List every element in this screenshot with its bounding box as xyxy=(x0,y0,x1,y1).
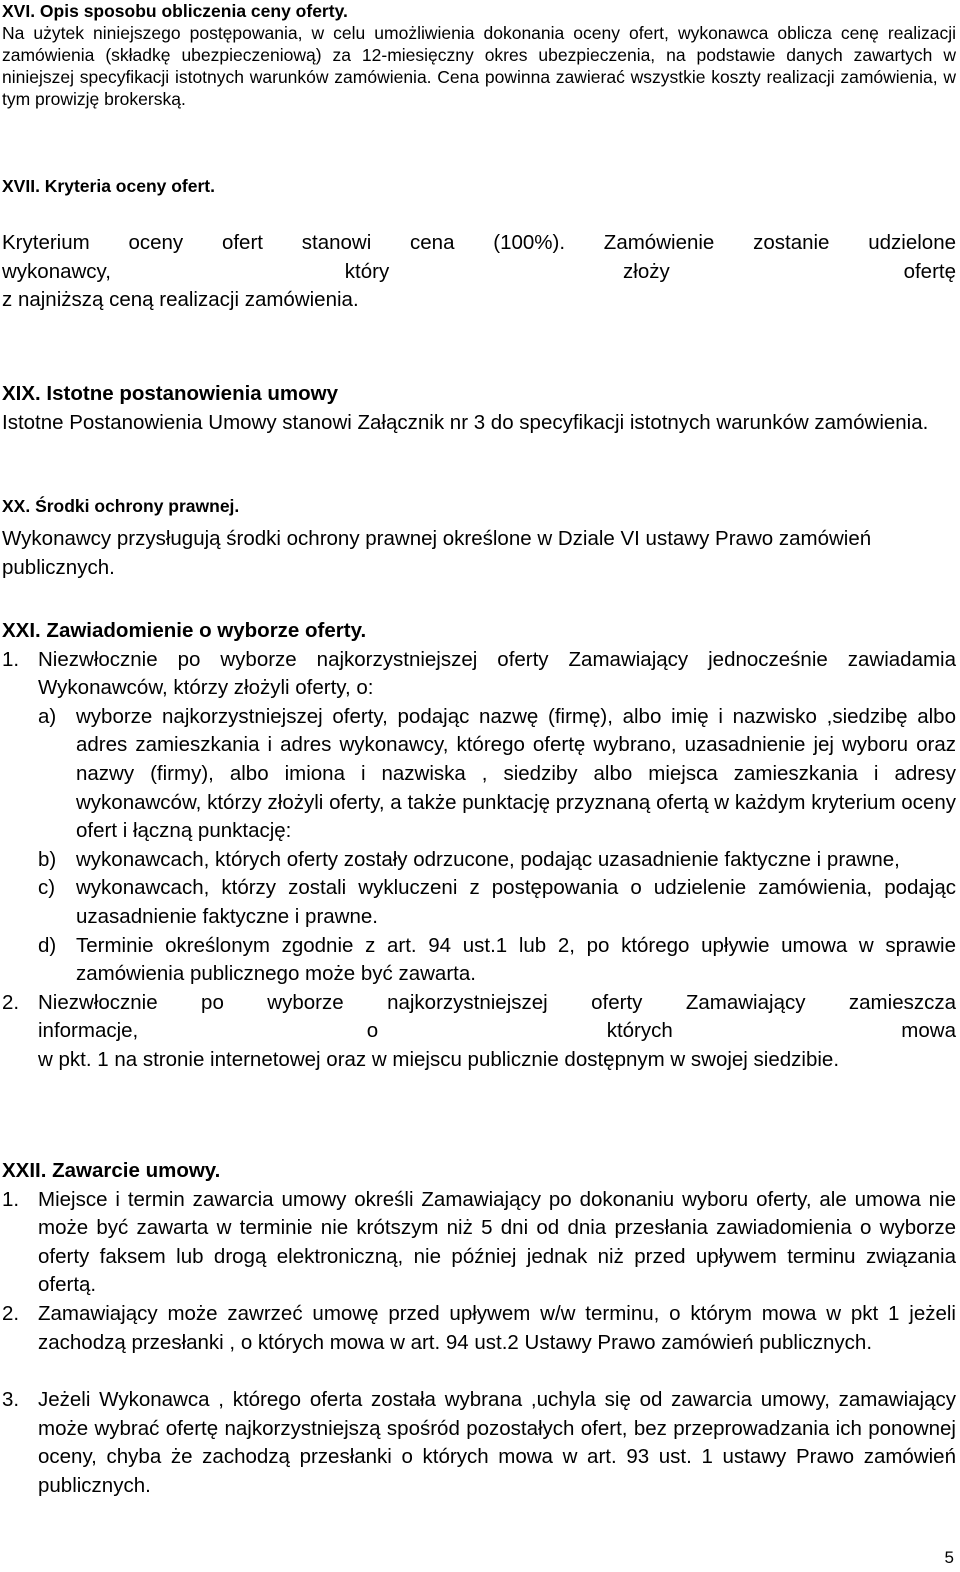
item-letter: c) xyxy=(38,876,56,900)
section-xxi xyxy=(2,617,956,1075)
list-item xyxy=(2,1186,956,1300)
item-number: 2. xyxy=(2,1301,20,1325)
section-heading: XX. Środki ochrony prawnej. xyxy=(2,496,240,516)
section-xix xyxy=(2,380,956,437)
section-heading: XXII. Zawarcie umowy. xyxy=(2,1159,221,1182)
section-xvi xyxy=(2,0,956,110)
item-text: wykonawcach, którzy zostali wykluczeni z postępowania o udzielenie zamówienia, podając uzasadnienie faktyczne i prawne. xyxy=(76,876,956,928)
item-letter: b) xyxy=(38,847,57,871)
item-line: informacje, o których mowa xyxy=(38,1019,956,1043)
item-text: Zamawiający może zawrzeć umowę przed upływem w/w terminu, o którym mowa w pkt 1 jeżeli zachodzą przesłanki , o których mowa w art. 94 ust.2 Ustawy Prawo zamówień publicznych. xyxy=(38,1301,956,1354)
item-letter: a) xyxy=(38,704,57,728)
sub-list-item xyxy=(2,874,956,931)
item-number: 1. xyxy=(2,1187,20,1211)
page-number: 5 xyxy=(944,1548,954,1567)
item-text: Miejsce i termin zawarcia umowy określi Zamawiający po dokonaniu wyboru oferty, ale umowa nie może być zawarta w terminie nie krótszym niż 5 dni od dnia przesłania zawiadomienia o wyborze oferty faksem lub drogą elektroniczną, nie później jednak niż przed upływem terminu związania ofertą. xyxy=(38,1187,956,1297)
item-text: wykonawcach, których oferty zostały odrzucone, podając uzasadnienie faktyczne i prawne, xyxy=(76,847,900,871)
item-text: Niezwłocznie po wyborze najkorzystniejszej oferty Zamawiający jednocześnie zawiadamia Wykonawców, którzy złożyli oferty, o: xyxy=(38,647,956,700)
paragraph-line: Kryterium oceny ofert stanowi cena (100%). Zamówienie zostanie udzielone xyxy=(2,231,956,254)
sub-list-item xyxy=(2,703,956,846)
section-heading: XXI. Zawiadomienie o wyborze oferty. xyxy=(2,619,367,642)
item-text: Terminie określonym zgodnie z art. 94 ust.1 lub 2, po którego upływie umowa w sprawie zamówienia publicznego może być zawarta. xyxy=(76,933,956,986)
item-number: 3. xyxy=(2,1388,20,1412)
section-heading: XVII. Kryteria oceny ofert. xyxy=(2,176,215,196)
list-item xyxy=(2,1300,956,1357)
list-item xyxy=(2,989,956,1075)
item-line: w pkt. 1 na stronie internetowej oraz w miejscu publicznie dostępnym w swojej siedzibie. xyxy=(38,1047,840,1071)
section-heading: XVI. Opis sposobu obliczenia ceny oferty. xyxy=(2,1,348,21)
sub-list-item xyxy=(2,932,956,989)
list-item xyxy=(2,646,956,703)
section-paragraph: Istotne Postanowienia Umowy stanowi Załącznik nr 3 do specyfikacji istotnych warunków zamówienia. xyxy=(2,410,929,434)
section-heading: XIX. Istotne postanowienia umowy xyxy=(2,382,339,405)
section-xvii xyxy=(2,175,956,315)
item-line: Niezwłocznie po wyborze najkorzystniejszej oferty Zamawiający zamieszcza xyxy=(38,990,956,1014)
item-text: Jeżeli Wykonawca , którego oferta została wybrana ,uchyla się od zawarcia umowy, zamawiający może wybrać ofertę najkorzystniejszą spośród pozostałych ofert, bez przeprowadzania ich ponownej oceny, chyba że zachodzą przesłanki o których mowa w art. 93 ust. 1 ustawy Prawo zamówień publicznych. xyxy=(38,1388,956,1497)
item-number: 1. xyxy=(2,647,20,671)
section-xxii xyxy=(2,1157,956,1501)
section-paragraph: Wykonawcy przysługują środki ochrony prawnej określone w Dziale VI ustawy Prawo zamówień publicznych. xyxy=(2,527,872,579)
item-text: wyborze najkorzystniejszej oferty, podając nazwę (firmę), albo imię i nazwisko ,siedzibę albo adres zamieszkania i adres wykonawcy, którego ofertę wybrano, uzasadnienie jej wyboru oraz nazwy (firmy), albo imiona i nazwiska , siedziby albo miejsca zamieszkania i adresy wykonawców, którzy złożyli oferty, a także punktację przyznaną ofertą w każdym kryterium oceny ofert i łączną punktację: xyxy=(76,704,956,843)
section-xx xyxy=(2,495,956,582)
sub-list-item xyxy=(2,846,956,875)
item-number: 2. xyxy=(2,990,20,1014)
item-letter: d) xyxy=(38,933,57,957)
paragraph-line: z najniższą ceną realizacji zamówienia. xyxy=(2,288,359,312)
list-item xyxy=(2,1386,956,1500)
section-paragraph: Na użytek niniejszego postępowania, w celu umożliwienia dokonania oceny ofert, wykonawca oblicza cenę realizacji zamówienia (składkę ubezpieczeniową) za 12-miesięczny okres ubezpieczenia, na podstawie danych zawartych w niniejszej specyfikacji istotnych warunków zamówienia. Cena powinna zawierać wszystkie koszty realizacji zamówienia, w tym prowizję brokerską. xyxy=(2,23,956,109)
paragraph-line: wykonawcy, który złoży ofertę xyxy=(2,259,956,283)
